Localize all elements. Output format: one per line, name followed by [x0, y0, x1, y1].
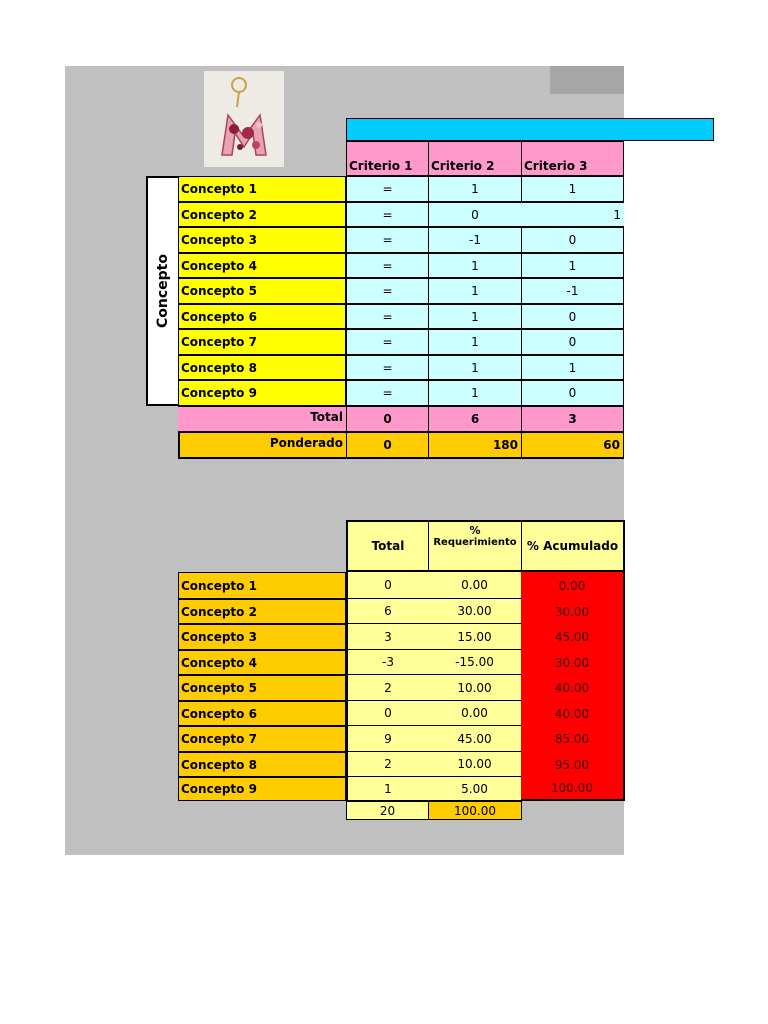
table2-header-total: Total — [346, 520, 429, 572]
criterio-3-cell: 0 — [521, 380, 624, 406]
criterio-3-cell: 0 — [521, 329, 624, 355]
requerimiento-cell: 0.00 — [428, 572, 522, 599]
criterio-3-cell: 1 — [521, 355, 624, 380]
concept-label: Concepto 4 — [178, 650, 346, 675]
total-criterio-3: 3 — [521, 406, 624, 432]
ponderado-criterio-3: 60 — [521, 432, 624, 459]
concept-label: Concepto 7 — [178, 329, 346, 355]
criterio-3-cell: 1 — [521, 202, 624, 227]
requerimiento-cell: 15.00 — [428, 624, 522, 650]
concept-label: Concepto 7 — [178, 726, 346, 752]
criterio-2-cell: 1 — [428, 176, 522, 202]
criterio-1-cell: = — [346, 253, 429, 278]
total-cell: 9 — [346, 726, 429, 752]
criterio-1-cell: = — [346, 202, 429, 227]
concept-label: Concepto 1 — [178, 176, 346, 202]
ponderado-label: Ponderado — [178, 432, 346, 459]
total-criterio-1: 0 — [346, 406, 429, 432]
acumulado-cell: 30.00 — [521, 650, 625, 675]
concept-label: Concepto 1 — [178, 572, 346, 599]
criterio-2-cell: 1 — [428, 355, 522, 380]
concept-label: Concepto 6 — [178, 304, 346, 329]
req-word: Requerimiento — [433, 537, 517, 548]
concept-label: Concepto 3 — [178, 227, 346, 253]
criterio-2-cell: 1 — [428, 304, 522, 329]
total-cell: -3 — [346, 650, 429, 675]
acumulado-cell: 100.00 — [521, 777, 625, 801]
criterio-1-cell: = — [346, 176, 429, 202]
concept-label: Concepto 2 — [178, 599, 346, 624]
concept-label: Concepto 2 — [178, 202, 346, 227]
total-cell: 0 — [346, 701, 429, 726]
criterio-1-cell: = — [346, 227, 429, 253]
sum-total: 20 — [346, 801, 429, 820]
concepto-side-panel — [146, 176, 178, 406]
acumulado-cell: 30.00 — [521, 599, 625, 624]
criterio-3-cell: 1 — [521, 253, 624, 278]
criterio-1-cell: = — [346, 329, 429, 355]
total-label: Total — [178, 406, 346, 432]
total-cell: 1 — [346, 777, 429, 801]
requerimiento-cell: 0.00 — [428, 701, 522, 726]
requerimiento-cell: 45.00 — [428, 726, 522, 752]
criterio-2-cell: 1 — [428, 329, 522, 355]
criterio-1-cell: = — [346, 304, 429, 329]
total-cell: 0 — [346, 572, 429, 599]
header-criterio-2: Criterio 2 — [428, 141, 522, 176]
total-criterio-2: 6 — [428, 406, 522, 432]
ponderado-criterio-2: 180 — [428, 432, 522, 459]
total-cell: 3 — [346, 624, 429, 650]
criterio-2-cell: 0 — [428, 202, 522, 227]
criterio-2-cell: 1 — [428, 253, 522, 278]
criterio-1-cell: = — [346, 380, 429, 406]
keychain-photo — [204, 71, 284, 167]
concept-label: Concepto 6 — [178, 701, 346, 726]
criterio-2-cell: -1 — [428, 227, 522, 253]
criterio-3-cell: 0 — [521, 304, 624, 329]
total-cell: 2 — [346, 752, 429, 777]
grey-header-cell — [550, 66, 624, 94]
concept-label: Concepto 4 — [178, 253, 346, 278]
requerimiento-cell: 30.00 — [428, 599, 522, 624]
requerimiento-cell: 10.00 — [428, 675, 522, 701]
criterio-1-cell: = — [346, 355, 429, 380]
concept-label: Concepto 9 — [178, 380, 346, 406]
acumulado-cell: 45.00 — [521, 624, 625, 650]
concept-label: Concepto 9 — [178, 777, 346, 801]
concept-label: Concepto 8 — [178, 355, 346, 380]
sum-requerimiento: 100.00 — [428, 801, 522, 820]
req-percent-symbol: % — [469, 524, 481, 537]
requerimiento-cell: -15.00 — [428, 650, 522, 675]
table2-header-acumulado: % Acumulado — [521, 520, 625, 572]
concept-label: Concepto 5 — [178, 675, 346, 701]
acumulado-cell: 0.00 — [521, 572, 625, 599]
acumulado-cell: 40.00 — [521, 701, 625, 726]
ponderado-criterio-1: 0 — [346, 432, 429, 459]
title-bar — [346, 118, 714, 141]
concept-label: Concepto 5 — [178, 278, 346, 304]
criterio-3-cell: 0 — [521, 227, 624, 253]
criterio-3-cell: -1 — [521, 278, 624, 304]
requerimiento-cell: 5.00 — [428, 777, 522, 801]
total-cell: 6 — [346, 599, 429, 624]
requerimiento-cell: 10.00 — [428, 752, 522, 777]
acumulado-cell: 40.00 — [521, 675, 625, 701]
criterio-2-cell: 1 — [428, 380, 522, 406]
total-cell: 2 — [346, 675, 429, 701]
criterio-2-cell: 1 — [428, 278, 522, 304]
criterio-3-cell: 1 — [521, 176, 624, 202]
table2-header-requerimiento — [428, 520, 522, 572]
concepto-side-label: Concepto — [155, 254, 171, 328]
concept-label: Concepto 3 — [178, 624, 346, 650]
header-criterio-3: Criterio 3 — [521, 141, 624, 176]
concept-label: Concepto 8 — [178, 752, 346, 777]
acumulado-cell: 85.00 — [521, 726, 625, 752]
acumulado-cell: 95.00 — [521, 752, 625, 777]
header-criterio-1: Criterio 1 — [346, 141, 429, 176]
criterio-1-cell: = — [346, 278, 429, 304]
